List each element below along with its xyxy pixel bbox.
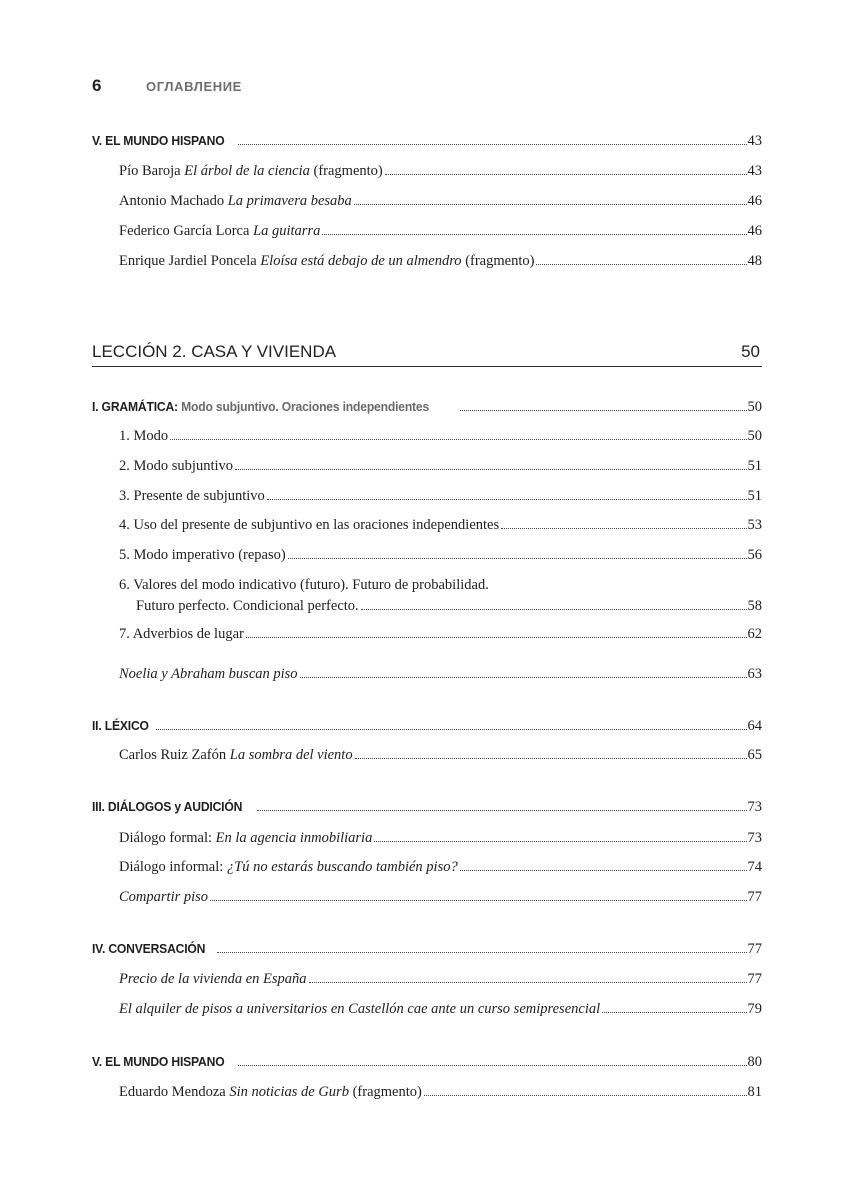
page-ref: 50 [747,399,762,415]
entry-text: 7. Adverbios de lugar [119,626,244,642]
toc-section-mundo-hispano-2[interactable] [92,1053,762,1071]
dot-leader [170,439,746,440]
toc-entry[interactable] [119,625,762,643]
work-title: Sin noticias de Gurb [229,1084,349,1100]
dot-leader [210,900,746,901]
section-title [92,398,429,416]
entry-text: Precio de la vivienda en España [119,971,307,987]
dot-leader [238,1065,747,1066]
toc-entry[interactable] [119,457,762,475]
entry-text: 4. Uso del presente de subjuntivo en las oraciones independientes [119,517,500,533]
author: Antonio Machado [119,193,225,209]
dot-leader [374,841,746,842]
author: Carlos Ruiz Zafón [119,747,227,763]
dot-leader [309,982,747,983]
toc-entry[interactable] [119,858,762,876]
toc-entry[interactable] [119,192,762,210]
entry-text [119,858,458,876]
page-ref: 63 [747,666,762,682]
dot-leader [267,499,747,500]
toc-entry[interactable] [119,487,762,505]
entry-text [119,192,352,210]
toc-section-gramatica[interactable] [92,398,762,416]
entry-text: Compartir piso [119,889,209,905]
toc-entry[interactable] [119,888,762,906]
page-ref: 62 [747,626,762,642]
page-ref: 79 [747,1001,762,1017]
entry-text: El alquiler de pisos a universitarios en Castellón cae ante un curso semipresencial [119,1001,601,1017]
page-ref: 64 [747,718,762,734]
dot-leader [602,1012,746,1013]
page-ref: 77 [747,971,762,987]
entry-text-line2: Futuro perfecto. Condicional perfecto. [136,598,359,614]
dot-leader [354,204,747,205]
entry-text [119,162,383,180]
section-title-part: III. DIÁLOGOS [92,799,172,814]
entry-text [119,1083,422,1101]
entry-text: 5. Modo imperativo (repaso) [119,547,286,563]
dot-leader [460,410,746,411]
toc-section-conversacion[interactable] [92,940,762,958]
dot-leader [355,758,747,759]
dot-leader [246,637,747,638]
work-title: En la agencia inmobiliaria [215,830,373,846]
toc-entry[interactable] [119,746,762,764]
page-ref: 73 [747,830,762,846]
page-ref: 50 [747,428,762,444]
work-title: La primavera besaba [227,193,352,209]
page-ref: 43 [747,163,762,179]
entry-text [119,252,534,270]
dot-leader [361,609,747,610]
toc-entry-two-line[interactable] [119,576,762,615]
section-label: I. GRAMÁTICA: [92,399,178,414]
note: (fragmento) [465,253,535,269]
author: Pío Baroja [119,163,181,179]
page-ref: 58 [747,598,762,614]
page-ref: 56 [747,547,762,563]
entry-prefix: Diálogo informal: [119,859,224,875]
work-title: El árbol de la ciencia [184,163,310,179]
work-title: La sombra del viento [229,747,353,763]
toc-entry[interactable] [119,222,762,240]
dot-leader [257,810,746,811]
page-ref: 46 [747,193,762,209]
dot-leader [288,558,747,559]
dot-leader [460,870,747,871]
section-title [92,798,242,816]
section-title: IV. CONVERSACIÓN [92,941,206,956]
page-ref: 53 [747,517,762,533]
page-ref: 65 [747,747,762,763]
toc-entry[interactable] [119,1083,762,1101]
entry-text-line1: 6. Valores del modo indicativo (futuro). Futuro de probabilidad. [119,577,489,593]
note: (fragmento) [313,163,383,179]
dot-leader [424,1095,747,1096]
page-ref: 77 [747,889,762,905]
entry-prefix: Diálogo formal: [119,830,213,846]
page-ref: 43 [747,133,762,149]
page-ref: 77 [747,941,762,957]
dot-leader [501,528,746,529]
running-title: ОГЛАВЛЕНИЕ [146,79,242,94]
page-ref: 73 [747,799,762,815]
entry-text: Noelia y Abraham buscan piso [119,666,298,682]
section-title: V. EL MUNDO HISPANO [92,133,225,148]
dot-leader [322,234,746,235]
toc-entry[interactable] [119,829,762,847]
note: (fragmento) [352,1084,422,1100]
lesson-title: LECCIÓN 2. CASA Y VIVIENDA [92,342,337,361]
dot-leader [300,677,747,678]
dot-leader [235,469,747,470]
toc-section-mundo-hispano[interactable] [92,132,762,150]
lesson-heading[interactable] [92,340,762,367]
toc-entry[interactable] [119,252,762,270]
toc-entry[interactable] [119,162,762,180]
toc-section-dialogos[interactable] [92,798,762,816]
author: Federico García Lorca [119,223,250,239]
page-ref: 51 [747,458,762,474]
section-subtitle: Modo subjuntivo. Oraciones independientes [181,399,430,414]
toc-entry[interactable] [119,427,762,445]
toc-section-lexico[interactable] [92,717,762,735]
toc-entry[interactable] [119,546,762,564]
dot-leader [536,264,746,265]
page-ref: 81 [747,1084,762,1100]
page-ref: 80 [747,1054,762,1070]
entry-text: 2. Modo subjuntivo [119,458,233,474]
dot-leader [156,729,747,730]
entry-text: 1. Modo [119,428,169,444]
work-title: La guitarra [253,223,321,239]
page-number: 6 [92,76,102,95]
entry-text [119,746,353,764]
toc-entry-reading[interactable] [119,665,762,683]
page-ref: 51 [747,488,762,504]
toc-entry[interactable] [119,516,762,534]
toc-entry[interactable] [119,970,762,988]
section-title-connector: y [174,799,181,814]
dot-leader [217,952,746,953]
dot-leader [385,174,747,175]
entry-text: 3. Presente de subjuntivo [119,488,265,504]
page-ref: 48 [747,253,762,269]
section-title-part: AUDICIÓN [183,799,243,814]
author: Eduardo Mendoza [119,1084,226,1100]
dot-leader [238,144,747,145]
page-ref: 46 [747,223,762,239]
entry-text [119,829,372,847]
author: Enrique Jardiel Poncela [119,253,257,269]
work-title: ¿Tú no estarás buscando también piso? [226,859,458,875]
work-title: Eloísa está debajo de un almendro [260,253,462,269]
page-ref: 74 [747,859,762,875]
entry-text [119,222,320,240]
toc-entry[interactable] [119,1000,762,1018]
section-title: V. EL MUNDO HISPANO [92,1054,225,1069]
lesson-page: 50 [741,342,760,361]
section-title: II. LÉXICO [92,718,149,733]
